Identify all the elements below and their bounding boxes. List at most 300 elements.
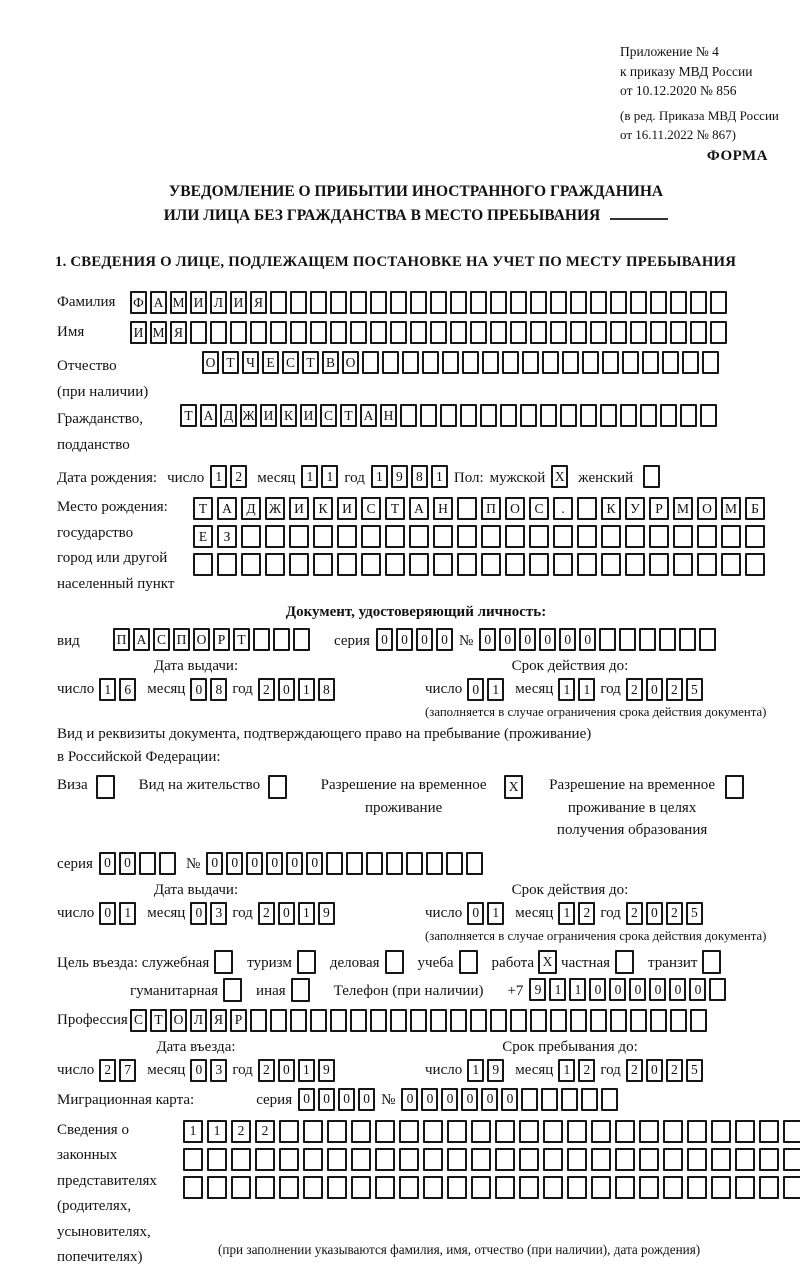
char-box[interactable] [601,553,621,576]
char-box[interactable]: X [538,950,557,974]
char-box[interactable] [399,1120,419,1143]
char-box[interactable] [541,1088,558,1111]
char-box[interactable]: К [280,404,297,427]
char-box[interactable] [619,628,636,651]
char-box[interactable]: 0 [436,628,453,651]
birth-place-row1-boxes[interactable] [193,497,765,520]
char-box[interactable] [591,1148,611,1171]
char-box[interactable] [615,1176,635,1199]
doc-kind-boxes[interactable] [113,628,310,651]
char-box[interactable] [450,321,467,344]
char-box[interactable] [553,553,573,576]
res-valid-year-boxes[interactable] [626,902,703,925]
char-box[interactable] [561,1088,578,1111]
char-box[interactable] [279,1176,299,1199]
char-box[interactable] [649,553,669,576]
char-box[interactable] [650,321,667,344]
char-box[interactable] [670,1009,687,1032]
char-box[interactable] [386,852,403,875]
char-box[interactable]: 1 [183,1120,203,1143]
char-box[interactable] [601,1088,618,1111]
char-box[interactable] [207,1148,227,1171]
char-box[interactable]: 9 [391,465,408,488]
char-box[interactable] [402,351,419,374]
char-box[interactable] [622,351,639,374]
char-box[interactable] [253,628,270,651]
char-box[interactable] [577,553,597,576]
char-box[interactable]: 0 [119,852,136,875]
char-box[interactable]: А [200,404,217,427]
char-box[interactable]: А [133,628,150,651]
char-box[interactable] [457,525,477,548]
char-box[interactable] [410,321,427,344]
char-box[interactable] [711,1176,731,1199]
stay-day-boxes[interactable] [467,1059,504,1082]
char-box[interactable] [529,525,549,548]
char-box[interactable]: 0 [190,1059,207,1082]
char-box[interactable]: 0 [278,678,295,701]
char-box[interactable] [400,404,417,427]
char-box[interactable]: П [113,628,130,651]
char-box[interactable]: 0 [481,1088,498,1111]
doc-valid-month-boxes[interactable] [558,678,595,701]
char-box[interactable] [422,351,439,374]
char-box[interactable] [560,404,577,427]
char-box[interactable] [230,321,247,344]
purpose-official-checkbox[interactable] [214,950,233,974]
char-box[interactable]: З [217,525,237,548]
char-box[interactable] [759,1148,779,1171]
char-box[interactable] [313,525,333,548]
char-box[interactable]: 0 [479,628,496,651]
char-box[interactable]: 0 [246,852,263,875]
char-box[interactable]: 1 [487,902,504,925]
char-box[interactable] [375,1148,395,1171]
char-box[interactable] [711,1148,731,1171]
char-box[interactable]: К [601,497,621,520]
doc-issue-day-boxes[interactable] [99,678,136,701]
char-box[interactable]: 9 [487,1059,504,1082]
char-box[interactable] [490,291,507,314]
char-box[interactable]: С [282,351,299,374]
char-box[interactable] [446,852,463,875]
char-box[interactable] [430,1009,447,1032]
char-box[interactable] [663,1176,683,1199]
sex-male-checkbox[interactable] [551,465,568,488]
char-box[interactable] [268,775,287,799]
char-box[interactable] [710,321,727,344]
char-box[interactable] [690,321,707,344]
char-box[interactable] [735,1176,755,1199]
char-box[interactable] [310,321,327,344]
char-box[interactable]: 5 [686,902,703,925]
char-box[interactable]: 7 [119,1059,136,1082]
char-box[interactable]: П [481,497,501,520]
char-box[interactable]: 0 [266,852,283,875]
char-box[interactable] [423,1176,443,1199]
char-box[interactable] [570,1009,587,1032]
sex-female-checkbox[interactable] [643,465,660,488]
char-box[interactable]: И [230,291,247,314]
char-box[interactable] [423,1148,443,1171]
char-box[interactable] [615,950,634,974]
res-number-boxes[interactable] [206,852,483,875]
char-box[interactable]: 0 [226,852,243,875]
char-box[interactable] [457,553,477,576]
char-box[interactable] [450,291,467,314]
res-issue-month-boxes[interactable] [190,902,227,925]
char-box[interactable] [735,1120,755,1143]
doc-issue-month-boxes[interactable] [190,678,227,701]
char-box[interactable]: 0 [358,1088,375,1111]
char-box[interactable] [783,1176,800,1199]
char-box[interactable] [382,351,399,374]
char-box[interactable]: Н [433,497,453,520]
char-box[interactable]: Т [233,628,250,651]
char-box[interactable]: 2 [230,465,247,488]
birth-year-boxes[interactable] [371,465,448,488]
char-box[interactable] [690,291,707,314]
char-box[interactable] [530,291,547,314]
purpose-other-checkbox[interactable] [291,978,310,1002]
char-box[interactable] [297,950,316,974]
char-box[interactable] [330,291,347,314]
char-box[interactable] [687,1176,707,1199]
char-box[interactable] [639,1176,659,1199]
char-box[interactable]: Н [380,404,397,427]
char-box[interactable]: 0 [376,628,393,651]
char-box[interactable] [581,1088,598,1111]
char-box[interactable] [217,553,237,576]
char-box[interactable]: А [360,404,377,427]
char-box[interactable] [159,852,176,875]
char-box[interactable]: И [300,404,317,427]
char-box[interactable]: 1 [321,465,338,488]
char-box[interactable]: 0 [579,628,596,651]
char-box[interactable]: М [150,321,167,344]
char-box[interactable]: 3 [210,1059,227,1082]
char-box[interactable]: 1 [549,978,566,1001]
char-box[interactable] [482,351,499,374]
char-box[interactable] [495,1176,515,1199]
char-box[interactable]: Б [745,497,765,520]
char-box[interactable]: 0 [467,902,484,925]
char-box[interactable] [139,852,156,875]
entry-month-boxes[interactable] [190,1059,227,1082]
char-box[interactable] [567,1120,587,1143]
char-box[interactable]: 0 [318,1088,335,1111]
char-box[interactable]: Р [649,497,669,520]
char-box[interactable] [490,1009,507,1032]
char-box[interactable]: 6 [119,678,136,701]
char-box[interactable] [390,321,407,344]
char-box[interactable] [670,321,687,344]
char-box[interactable] [660,404,677,427]
char-box[interactable]: С [130,1009,147,1032]
char-box[interactable]: Д [220,404,237,427]
char-box[interactable] [290,291,307,314]
char-box[interactable]: О [202,351,219,374]
char-box[interactable] [390,1009,407,1032]
char-box[interactable]: 1 [371,465,388,488]
res-valid-month-boxes[interactable] [558,902,595,925]
char-box[interactable]: 1 [298,678,315,701]
entry-year-boxes[interactable] [258,1059,335,1082]
char-box[interactable] [570,321,587,344]
char-box[interactable] [399,1148,419,1171]
char-box[interactable] [346,852,363,875]
char-box[interactable] [409,553,429,576]
representatives-row1-boxes[interactable] [183,1120,800,1143]
visa-checkbox[interactable] [96,775,115,799]
char-box[interactable]: 0 [646,902,663,925]
char-box[interactable]: В [322,351,339,374]
char-box[interactable] [590,321,607,344]
char-box[interactable]: 1 [119,902,136,925]
char-box[interactable]: Т [340,404,357,427]
doc-valid-year-boxes[interactable] [626,678,703,701]
char-box[interactable] [519,1176,539,1199]
char-box[interactable]: 1 [569,978,586,1001]
char-box[interactable] [442,351,459,374]
char-box[interactable] [470,291,487,314]
char-box[interactable] [330,1009,347,1032]
char-box[interactable]: О [505,497,525,520]
char-box[interactable] [433,525,453,548]
char-box[interactable] [702,351,719,374]
temp-residence-checkbox[interactable] [504,775,523,799]
char-box[interactable] [530,1009,547,1032]
char-box[interactable]: 2 [666,678,683,701]
char-box[interactable]: 0 [499,628,516,651]
char-box[interactable] [562,351,579,374]
char-box[interactable]: 1 [431,465,448,488]
char-box[interactable] [447,1176,467,1199]
char-box[interactable]: 1 [558,902,575,925]
char-box[interactable]: Т [150,1009,167,1032]
char-box[interactable]: К [313,497,333,520]
char-box[interactable] [642,351,659,374]
char-box[interactable]: О [342,351,359,374]
doc-issue-year-boxes[interactable] [258,678,335,701]
char-box[interactable]: 0 [306,852,323,875]
char-box[interactable]: С [361,497,381,520]
char-box[interactable] [639,628,656,651]
char-box[interactable] [659,628,676,651]
char-box[interactable] [255,1176,275,1199]
char-box[interactable] [650,291,667,314]
char-box[interactable] [543,1148,563,1171]
char-box[interactable]: 0 [421,1088,438,1111]
char-box[interactable] [649,525,669,548]
char-box[interactable]: 1 [298,1059,315,1082]
char-box[interactable]: 2 [231,1120,251,1143]
char-box[interactable]: И [260,404,277,427]
char-box[interactable] [680,404,697,427]
char-box[interactable] [745,553,765,576]
residence-permit-checkbox[interactable] [268,775,287,799]
char-box[interactable]: 0 [559,628,576,651]
char-box[interactable]: М [170,291,187,314]
char-box[interactable] [250,1009,267,1032]
char-box[interactable] [567,1148,587,1171]
char-box[interactable] [699,628,716,651]
char-box[interactable]: О [170,1009,187,1032]
char-box[interactable] [466,852,483,875]
char-box[interactable]: А [217,497,237,520]
char-box[interactable] [522,351,539,374]
char-box[interactable] [610,291,627,314]
char-box[interactable] [510,291,527,314]
char-box[interactable] [399,1176,419,1199]
char-box[interactable] [521,1088,538,1111]
char-box[interactable]: С [320,404,337,427]
char-box[interactable] [643,465,660,488]
char-box[interactable] [502,351,519,374]
res-valid-day-boxes[interactable] [467,902,504,925]
char-box[interactable] [190,321,207,344]
char-box[interactable] [687,1148,707,1171]
char-box[interactable] [697,553,717,576]
char-box[interactable]: Р [213,628,230,651]
char-box[interactable]: 0 [286,852,303,875]
char-box[interactable] [721,525,741,548]
char-box[interactable]: Я [210,1009,227,1032]
char-box[interactable]: 8 [411,465,428,488]
char-box[interactable] [370,1009,387,1032]
char-box[interactable] [470,321,487,344]
char-box[interactable]: 0 [467,678,484,701]
char-box[interactable]: 0 [298,1088,315,1111]
char-box[interactable]: Л [210,291,227,314]
char-box[interactable] [505,553,525,576]
char-box[interactable] [241,525,261,548]
temp-residence-education-checkbox[interactable] [725,775,744,799]
char-box[interactable] [663,1120,683,1143]
char-box[interactable] [303,1176,323,1199]
char-box[interactable] [433,553,453,576]
char-box[interactable]: 0 [401,1088,418,1111]
res-issue-year-boxes[interactable] [258,902,335,925]
char-box[interactable] [682,351,699,374]
char-box[interactable] [519,1120,539,1143]
char-box[interactable] [615,1120,635,1143]
char-box[interactable] [721,553,741,576]
char-box[interactable] [231,1148,251,1171]
char-box[interactable] [543,1120,563,1143]
char-box[interactable]: 0 [441,1088,458,1111]
char-box[interactable]: 2 [578,902,595,925]
birth-day-boxes[interactable] [210,465,247,488]
char-box[interactable] [310,291,327,314]
entry-day-boxes[interactable] [99,1059,136,1082]
char-box[interactable] [543,1176,563,1199]
char-box[interactable] [293,628,310,651]
char-box[interactable] [725,775,744,799]
stay-year-boxes[interactable] [626,1059,703,1082]
char-box[interactable]: 1 [558,678,575,701]
char-box[interactable] [625,553,645,576]
char-box[interactable] [270,1009,287,1032]
char-box[interactable]: 9 [318,1059,335,1082]
char-box[interactable] [709,978,726,1001]
char-box[interactable]: П [173,628,190,651]
char-box[interactable]: 0 [609,978,626,1001]
char-box[interactable] [459,950,478,974]
char-box[interactable] [630,291,647,314]
phone-boxes[interactable] [529,978,726,1001]
char-box[interactable] [582,351,599,374]
char-box[interactable]: 2 [258,678,275,701]
char-box[interactable]: 8 [210,678,227,701]
char-box[interactable] [599,628,616,651]
char-box[interactable]: М [673,497,693,520]
char-box[interactable] [337,553,357,576]
char-box[interactable] [602,351,619,374]
char-box[interactable] [495,1148,515,1171]
char-box[interactable] [409,525,429,548]
char-box[interactable]: 9 [318,902,335,925]
char-box[interactable]: 2 [99,1059,116,1082]
char-box[interactable] [265,525,285,548]
char-box[interactable] [500,404,517,427]
char-box[interactable] [702,950,721,974]
char-box[interactable] [390,291,407,314]
char-box[interactable]: 1 [99,678,116,701]
char-box[interactable] [457,497,477,520]
char-box[interactable] [440,404,457,427]
char-box[interactable]: . [553,497,573,520]
doc-number-boxes[interactable] [479,628,716,651]
char-box[interactable] [663,1148,683,1171]
char-box[interactable]: 5 [686,1059,703,1082]
char-box[interactable] [330,321,347,344]
char-box[interactable] [303,1120,323,1143]
char-box[interactable] [697,525,717,548]
char-box[interactable]: Л [190,1009,207,1032]
char-box[interactable]: X [504,775,523,799]
char-box[interactable]: 0 [278,902,295,925]
char-box[interactable] [590,1009,607,1032]
char-box[interactable] [231,1176,251,1199]
char-box[interactable] [577,497,597,520]
char-box[interactable] [577,525,597,548]
char-box[interactable] [481,525,501,548]
char-box[interactable] [650,1009,667,1032]
char-box[interactable] [639,1148,659,1171]
char-box[interactable] [273,628,290,651]
char-box[interactable] [350,291,367,314]
char-box[interactable] [327,1148,347,1171]
char-box[interactable] [519,1148,539,1171]
citizenship-boxes[interactable] [180,404,717,427]
purpose-study-checkbox[interactable] [459,950,478,974]
char-box[interactable]: 2 [255,1120,275,1143]
purpose-private-checkbox[interactable] [615,950,634,974]
char-box[interactable]: 0 [99,852,116,875]
char-box[interactable] [590,291,607,314]
surname-boxes[interactable] [130,291,727,314]
char-box[interactable]: 0 [190,902,207,925]
char-box[interactable] [495,1120,515,1143]
char-box[interactable]: Т [193,497,213,520]
char-box[interactable] [361,553,381,576]
char-box[interactable] [550,1009,567,1032]
char-box[interactable] [385,525,405,548]
char-box[interactable]: 2 [626,1059,643,1082]
char-box[interactable] [210,321,227,344]
char-box[interactable] [567,1176,587,1199]
